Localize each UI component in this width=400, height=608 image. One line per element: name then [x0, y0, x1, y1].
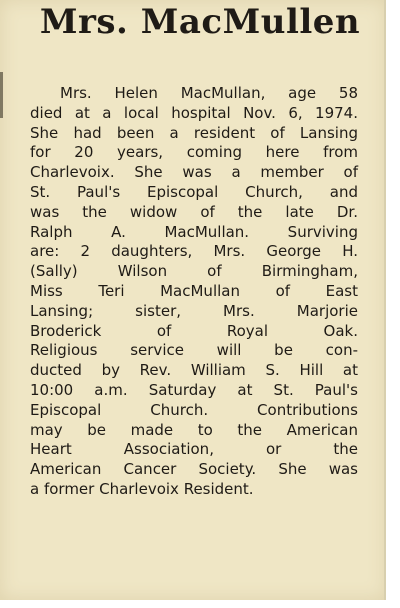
obituary-line-15: ducted by Rev. William S. Hill at	[30, 361, 358, 380]
obituary-line-11: Miss Teri MacMullan of East	[30, 281, 358, 300]
obituary-line-16: 10:00 a.m. Saturday at St. Paul's	[30, 380, 358, 399]
obituary-line-5: Charlevoix. She was a member of	[30, 163, 358, 182]
obituary-line-7: was the widow of the late Dr.	[30, 202, 358, 221]
obituary-line-19: Heart Association, or the	[30, 440, 358, 459]
obituary-line-21: a former Charlevoix Resident.	[30, 479, 254, 498]
obituary-line-18: may be made to the American	[30, 420, 358, 439]
obituary-line-1: Mrs. Helen MacMullan, age 58	[60, 84, 358, 102]
obituary-line-20: American Cancer Society. She was	[30, 460, 358, 479]
obituary-line-14: Religious service will be con-	[30, 341, 358, 360]
obituary-line-3: She had been a resident of Lansing	[30, 123, 358, 142]
obituary-line-2: died at a local hospital Nov. 6, 1974.	[30, 103, 358, 122]
obituary-line-8: Ralph A. MacMullan. Surviving	[30, 222, 358, 241]
obituary-line-13: Broderick of Royal Oak.	[30, 321, 358, 340]
headline: Mrs. MacMullen	[39, 2, 361, 42]
obituary-line-6: St. Paul's Episcopal Church, and	[30, 182, 358, 201]
obituary-line-4: for 20 years, coming here from	[30, 143, 358, 162]
obituary-line-10: (Sally) Wilson of Birmingham,	[30, 262, 358, 281]
obituary-line-12: Lansing; sister, Mrs. Marjorie	[30, 301, 358, 320]
obituary-line-9: are: 2 daughters, Mrs. George H.	[30, 242, 358, 261]
obituary-line-17: Episcopal Church. Contributions	[30, 400, 358, 419]
clipping-edge	[384, 0, 386, 600]
edge-mark	[0, 72, 3, 118]
obituary-text	[30, 84, 358, 500]
